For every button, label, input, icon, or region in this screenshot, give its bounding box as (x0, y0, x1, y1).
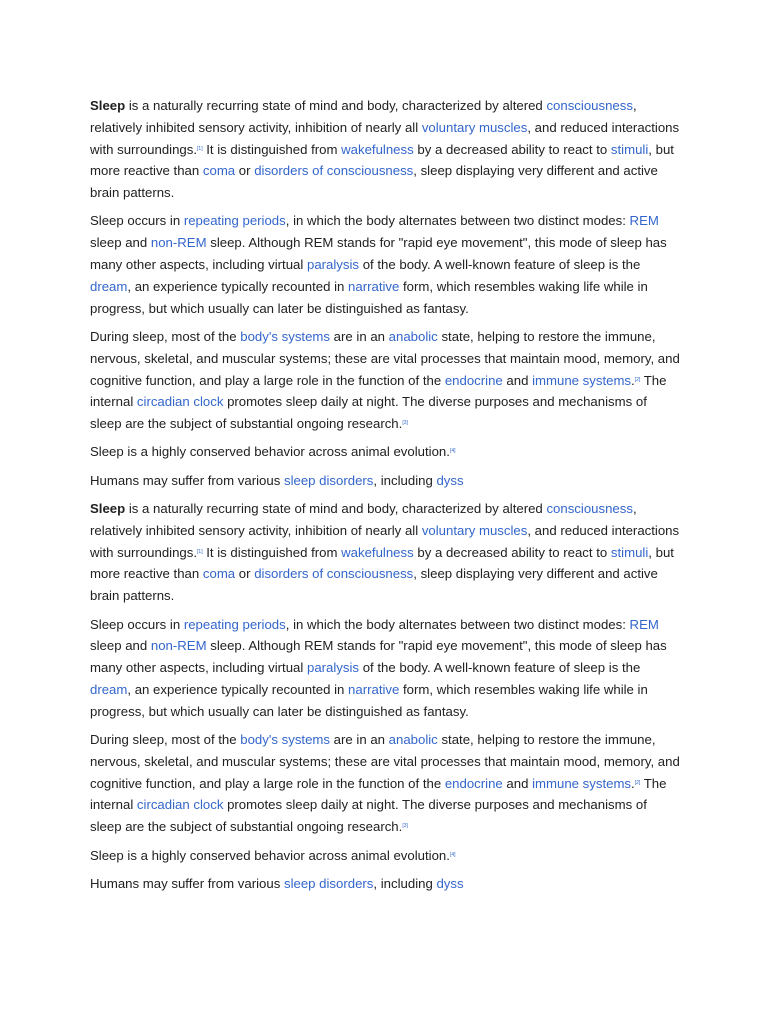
article-link[interactable]: sleep disorders (283, 875, 374, 891)
text-run: and (502, 372, 533, 388)
text-run: , relatively inhibited sensory activity, inhibition of nearly all (90, 501, 637, 538)
article-link[interactable]: narrative (348, 681, 400, 697)
text-run: During sleep, most of the (90, 328, 241, 344)
text-run: , but more reactive than (90, 141, 674, 179)
article-link[interactable]: body's systems (240, 732, 330, 748)
text-run: form, which resembles waking life while in progress, but which usually can later be distinguished as fantasy. (90, 681, 648, 719)
citation-ref[interactable] (450, 448, 456, 454)
article-link[interactable]: wakefulness (341, 141, 414, 157)
text-run: The internal (90, 775, 667, 813)
text-run: and (502, 775, 533, 791)
text-run: Sleep is a highly conserved behavior across animal evolution. (90, 444, 450, 460)
text-run: by a decreased ability to react to (413, 544, 611, 560)
article-link[interactable]: immune systems (532, 372, 632, 388)
article-link[interactable]: circadian clock (136, 797, 224, 813)
paragraph (90, 95, 682, 204)
article-link[interactable]: disorders of consciousness (254, 566, 414, 582)
text-run: , and reduced interactions with surroundings. (90, 522, 680, 560)
text-run: state, helping to restore the immune, nervous, skeletal, and muscular systems; these are vital processes that maintain mood, memory, and cognitive function, and play a large role in the function of the (90, 732, 680, 791)
text-run: is a naturally recurring state of mind and body, characterized by altered (125, 501, 547, 517)
article-link[interactable]: REM (629, 213, 659, 229)
paragraph (90, 326, 682, 435)
text-run: sleep and (90, 638, 151, 654)
article-link[interactable]: repeating periods (183, 213, 286, 229)
citation-link[interactable]: [4] (449, 851, 456, 858)
text-run: , including (373, 472, 437, 488)
text-run: . (631, 372, 635, 388)
text-run: Sleep occurs in (90, 616, 184, 632)
text-run: of the body. A well-known feature of sleep is the (359, 257, 641, 273)
text-run: Humans may suffer from various (90, 875, 284, 891)
article-link[interactable]: narrative (348, 278, 400, 294)
paragraph (90, 873, 682, 895)
article-link[interactable]: REM (629, 616, 659, 632)
text-run: , but more reactive than (90, 544, 674, 582)
article-link[interactable]: body's systems (240, 328, 330, 344)
text-run: state, helping to restore the immune, nervous, skeletal, and muscular systems; these are vital processes that maintain mood, memory, and cognitive function, and play a large role in the function of the (90, 328, 680, 388)
text-run: of the body. A well-known feature of sleep is the (359, 660, 641, 676)
text-run: It is distinguished from (202, 141, 342, 157)
text-run: form, which resembles waking life while in progress, but which usually can later be distinguished as fantasy. (90, 278, 648, 316)
article-body (90, 95, 682, 901)
article-link[interactable]: non-REM (150, 235, 207, 251)
text-run: are in an (330, 328, 389, 344)
article-link[interactable]: immune systems (532, 775, 632, 791)
text-run: promotes sleep daily at night. The diverse purposes and mechanisms of sleep are the subject of substantial ongoing research. (90, 797, 647, 835)
text-run: , relatively inhibited sensory activity, inhibition of nearly all (90, 98, 637, 135)
text-run: or (235, 163, 255, 179)
text-run: Sleep is a highly conserved behavior across animal evolution. (90, 847, 450, 863)
article-link[interactable]: stimuli (610, 141, 649, 157)
citation-link[interactable]: [1] (197, 145, 203, 152)
citation-ref[interactable] (450, 852, 456, 858)
text-run: During sleep, most of the (90, 732, 241, 748)
citation-ref[interactable] (402, 420, 408, 426)
text-run: , in which the body alternates between two distinct modes: (285, 616, 630, 632)
citation-link[interactable]: [3] (402, 823, 408, 830)
text-run: sleep. Although REM stands for "rapid eye movement", this mode of sleep has many other aspects, including virtual (90, 235, 667, 273)
citation-link[interactable]: [3] (402, 420, 408, 427)
article-link[interactable]: paralysis (306, 257, 360, 273)
text-run: , and reduced interactions with surroundings. (90, 119, 680, 157)
text-run: , sleep displaying very different and active brain patterns. (90, 566, 658, 604)
paragraph (90, 470, 682, 492)
article-link[interactable]: dyss (436, 875, 464, 891)
article-link[interactable]: dream (90, 681, 128, 697)
citation-link[interactable]: [2] (634, 779, 641, 786)
article-link[interactable]: voluntary muscles (421, 522, 528, 538)
paragraph (90, 729, 682, 838)
article-link[interactable]: non-REM (150, 638, 207, 654)
text-run: are in an (330, 732, 389, 748)
text-run: sleep. Although REM stands for "rapid eye movement", this mode of sleep has many other aspects, including virtual (90, 638, 667, 676)
article-link[interactable]: endocrine (444, 775, 503, 791)
text-run: sleep and (90, 235, 151, 251)
text-run: Humans may suffer from various (90, 472, 284, 488)
citation-ref[interactable] (402, 823, 408, 829)
article-link[interactable]: dyss (436, 472, 464, 488)
article-link[interactable]: consciousness (546, 98, 633, 113)
paragraph (90, 441, 682, 463)
text-run: promotes sleep daily at night. The diverse purposes and mechanisms of sleep are the subject of substantial ongoing research. (90, 394, 647, 432)
article-link[interactable]: endocrine (444, 372, 503, 388)
article-link[interactable]: wakefulness (341, 544, 414, 560)
text-run: Sleep occurs in (90, 213, 184, 229)
article-link[interactable]: voluntary muscles (421, 119, 528, 135)
text-run: , sleep displaying very different and active brain patterns. (90, 163, 658, 201)
article-link[interactable]: consciousness (546, 501, 633, 517)
text-run: , an experience typically recounted in (127, 681, 349, 697)
paragraph (90, 210, 682, 319)
article-link[interactable]: stimuli (610, 544, 649, 560)
text-run: by a decreased ability to react to (413, 141, 611, 157)
article-link[interactable]: disorders of consciousness (254, 163, 414, 179)
bold-term: Sleep (90, 98, 126, 113)
text-run: or (235, 566, 255, 582)
article-link[interactable]: dream (90, 278, 128, 294)
article-link[interactable]: repeating periods (183, 616, 286, 632)
paragraph (90, 845, 682, 867)
bold-term: Sleep (90, 501, 126, 517)
text-run: is a naturally recurring state of mind and body, characterized by altered (125, 98, 547, 113)
citation-link[interactable]: [4] (449, 448, 456, 455)
paragraph (90, 498, 682, 607)
article-link[interactable]: sleep disorders (283, 472, 374, 488)
text-run: , including (373, 875, 437, 891)
article-link[interactable]: anabolic (388, 732, 438, 748)
article-link[interactable]: paralysis (306, 660, 360, 676)
text-run: , in which the body alternates between two distinct modes: (285, 213, 630, 229)
citation-link[interactable]: [1] (197, 548, 203, 555)
article-link[interactable]: anabolic (388, 328, 438, 344)
citation-link[interactable]: [2] (634, 376, 641, 383)
paragraph (90, 614, 682, 723)
article-link[interactable]: circadian clock (136, 394, 224, 410)
text-run: It is distinguished from (202, 544, 342, 560)
article-link[interactable]: coma (202, 163, 236, 179)
text-run: . (631, 775, 635, 791)
text-run: The internal (90, 372, 667, 410)
text-run: , an experience typically recounted in (127, 278, 349, 294)
article-link[interactable]: coma (202, 566, 236, 582)
